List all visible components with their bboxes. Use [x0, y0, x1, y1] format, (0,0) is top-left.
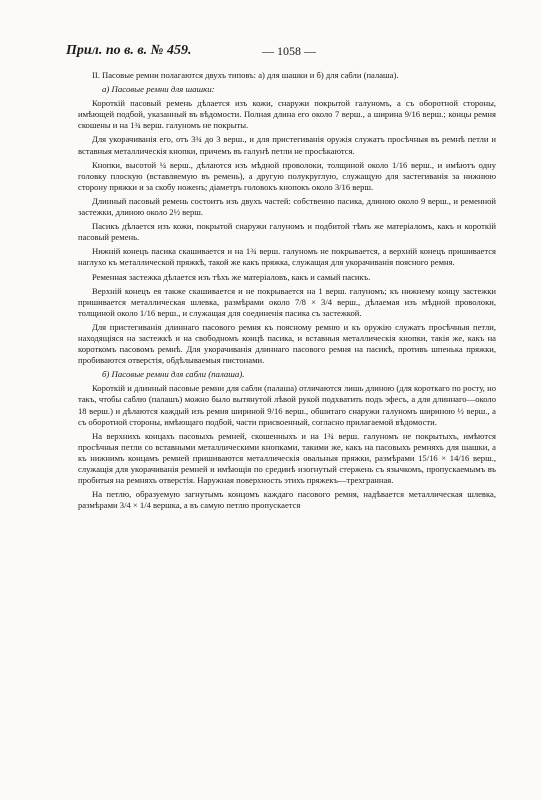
- paragraph-long-strap: Длинный пасовый ремень состоитъ изъ двухъ частей: собственно пасика, длиною около 9 верш., и ременной застежки, длиною около 2½ верш.: [78, 195, 496, 218]
- paragraph-clasp: Ременная застежка дѣлается изъ тѣхъ же матеріаловъ, какъ и самый пасикъ.: [92, 271, 371, 282]
- paragraph-fastening: Для пристегиванія длиннаго пасового ремня къ поясному ремню и къ оружію служатъ просѣчныя петли, находящіяся на застежкѣ и на свободномъ концѣ пасика, и вставныя металлическія кнопки, такія же, какъ на короткомъ пасовомъ ремнѣ. Для укорачиванія длиннаго пасового ремня на пасикѣ, противъ шпенька пряжки, пробиваются отверстія, обдѣлываемыя пистонами.: [78, 321, 496, 366]
- paragraph-upper-end: Верхній конецъ ея также скашивается и не покрывается на 1 верш. галуномъ; къ нижнему концу застежки пришивается металлическая шлевка, размѣрами около 7/8 × 3/4 верш., дѣлаемая изъ мѣдной проволоки, толщиной около 1/16 верш., и служащая для соединенія пасика съ застежкой.: [78, 285, 496, 318]
- paragraph-pasik: Пасикъ дѣлается изъ кожи, покрытой снаружи галуномъ и подбитой тѣмъ же матеріаломъ, какъ и короткій пасовый ремень.: [78, 221, 496, 243]
- subheading-b: [78, 369, 496, 380]
- paragraph-loop: На петлю, образуемую загнутымъ концомъ каждаго пасового ремня, надѣвается металлическая шлевка, размѣрами 3/4 × 1/4 вершка, а въ самую петлю пропускается: [78, 489, 496, 511]
- document-body: [78, 70, 496, 514]
- subheading-a: [78, 84, 496, 95]
- paragraph-section-ii: II. Пасовые ремни полагаются двухъ типовъ: а) для шашки и б) для сабли (палаша).: [92, 70, 399, 80]
- paragraph-upper-ends: На верхнихъ концахъ пасовыхъ ремней, скошенныхъ и на 1¾ верш. галуномъ не покрытыхъ, имѣются просѣчныя петли со вставными металлическими кнопками, такими же, какъ на пасовыхъ ремняхъ для шашки, а къ нижнимъ концамъ ремней пришиваются металлическія овальныя пряжки, размѣрами 15/16 × 14/16 верш., служащія для укорачиванія ремней и имѣющія по срединѣ изогнутый стержень съ язычкомъ, пропускаемымъ въ пробитыя на ремняхъ отверстія. Наружная поверхность этихъ пряжекъ—трехгранная.: [78, 430, 496, 486]
- subheading-a-text: а) Пасовые ремни для шашки:: [102, 84, 215, 95]
- appendix-reference: Прил. по в. в. № 459.: [66, 43, 192, 58]
- subheading-b-text: б) Пасовые ремни для сабли (палаша).: [102, 369, 245, 380]
- paragraph-short-strap: Короткій пасовый ремень дѣлается изъ кожи, снаружи покрытой галуномъ, а съ оборотной стороны, имѣющей подбой, указанный въ вѣдомости. Полная длина его около 7 верш., а ширина 9/16 верш.; концы ремня скошены и на 1¾ верш. галуномъ не покрыты.: [78, 98, 496, 131]
- page-number: — 1058 —: [262, 44, 316, 58]
- paragraph-buttons: Кнопки, высотой ¼ верш., дѣлаются изъ мѣдной проволоки, толщиной около 1/16 верш., и имѣютъ одну головку плоскую (вставляемую въ ремень), а другую полукруглую, служащую для застегиванія за нижнюю сторону пряжки и за скобу ноженъ; діаметръ головокъ кнопокъ около 3/16 верш.: [78, 159, 496, 192]
- paragraph-saber-straps: Короткій и длинный пасовые ремни для сабли (палаша) отличаются лишь длиною (для короткаго по росту, но такъ, чтобы саблю (палашъ) можно было вытянутой лѣвой рукой подхватить подъ эфесъ, а для длиннаго—около 18 верш.) и дѣлаются каждый изъ ремня шириной 9/16 верш., обшитаго снаружи галуномъ шириною ½ верш., а съ оборотной стороны, имѣющаго подбой, части присвоенный, согласно прилагаемой вѣдомости.: [78, 383, 496, 427]
- paragraph-lower-end: Нижній конецъ пасика скашивается и на 1¾ верш. галуномъ не покрывается, а верхній конецъ пришивается наглухо къ металлической пряжкѣ, такой же какъ пряжка, служащая для укорачиванія поясного ремня.: [78, 246, 496, 268]
- page-header: [66, 43, 476, 59]
- paragraph-shortening: Для укорачиванія его, отъ 3¾ до 3 верш., и для пристегиванія оружія служатъ просѣчныя въ ремнѣ петли и вставныя металлическія кнопки, причемъ въ галунѣ петли не просѣкаются.: [78, 134, 496, 156]
